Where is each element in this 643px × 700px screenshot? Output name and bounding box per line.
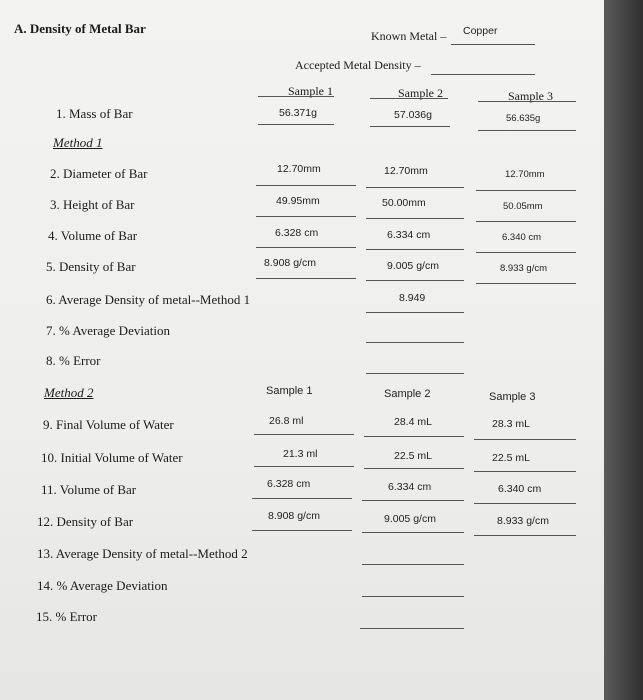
answer-line [256,216,356,217]
known-metal-label: Known Metal – [371,29,447,43]
mass-sample-2: 57.036g [394,109,432,121]
row-label-density-2: 12. Density of Bar [37,514,134,529]
answer-line [254,434,354,435]
row-label-mass: 1. Mass of Bar [56,106,133,121]
answer-line [256,247,356,248]
answer-line [366,312,464,313]
answer-line [254,466,354,467]
answer-line [366,280,464,281]
answer-line [370,126,450,127]
answer-line [258,124,334,125]
answer-line [366,187,464,188]
answer-line [364,468,464,469]
row-label-final-water: 9. Final Volume of Water [43,417,174,432]
answer-line [476,283,576,284]
height-sample-3: 50.05mm [503,201,543,212]
final-water-sample-1: 26.8 ml [269,415,304,427]
row-label-error-2: 15. % Error [36,609,98,624]
row-label-avg-density-1: 6. Average Density of metal--Method 1 [46,292,251,307]
row-label-diameter: 2. Diameter of Bar [50,166,148,181]
answer-line [362,596,464,597]
answer-line [252,530,352,531]
answer-line [474,439,576,440]
header-line-1 [258,96,334,97]
answer-line [476,190,576,191]
answer-line [364,436,464,437]
density2-sample-2: 9.005 g/cm [384,513,436,525]
header-line-2 [370,98,448,99]
row-label-avg-deviation-1: 7. % Average Deviation [46,323,170,338]
height-sample-2: 50.00mm [382,197,426,209]
answer-line [366,373,464,374]
answer-line [474,535,576,536]
answer-line [474,503,576,504]
diameter-sample-2: 12.70mm [384,165,428,177]
volume2-sample-1: 6.328 cm [267,478,311,490]
row-label-volume-2: 11. Volume of Bar [41,482,137,497]
answer-line [362,500,464,501]
answer-line [366,218,464,219]
method2-column-sample-1: Sample 1 [266,385,313,397]
answer-line [478,130,576,131]
initial-water-sample-2: 22.5 mL [394,450,432,462]
volume1-sample-2: 6.334 cm [387,229,431,241]
answer-line [362,532,464,533]
diameter-sample-3: 12.70mm [505,169,545,180]
answer-line [476,252,576,253]
section-title: A. Density of Metal Bar [14,21,146,36]
density2-sample-1: 8.908 g/cm [268,510,320,522]
answer-line [252,498,352,499]
height-sample-1: 49.95mm [276,195,320,207]
answer-line [362,564,464,565]
answer-line [256,278,356,279]
row-label-volume-1: 4. Volume of Bar [48,228,138,243]
volume2-sample-2: 6.334 cm [388,481,432,493]
known-metal-line [451,44,535,45]
density1-sample-1: 8.908 g/cm [264,257,316,269]
answer-line [366,249,464,250]
answer-line [256,185,356,186]
column-header-sample-1: Sample 1 [288,84,333,98]
volume1-sample-1: 6.328 cm [275,227,319,239]
density2-sample-3: 8.933 g/cm [497,515,549,527]
avg-density-1-value: 8.949 [399,292,426,304]
final-water-sample-3: 28.3 mL [492,418,530,430]
known-metal-value: Copper [463,25,498,37]
row-label-initial-water: 10. Initial Volume of Water [41,450,183,465]
density1-sample-3: 8.933 g/cm [500,263,547,274]
mass-sample-1: 56.371g [279,107,317,119]
initial-water-sample-1: 21.3 ml [283,448,318,460]
row-label-error-1: 8. % Error [46,353,101,368]
answer-line [476,221,576,222]
column-header-sample-3: Sample 3 [508,89,553,103]
answer-line [474,471,576,472]
method-1-heading: Method 1 [53,135,103,150]
density1-sample-2: 9.005 g/cm [387,260,439,272]
row-label-density-1: 5. Density of Bar [46,259,136,274]
answer-line [366,342,464,343]
answer-line [360,628,464,629]
accepted-density-line [431,74,535,75]
row-label-avg-deviation-2: 14. % Average Deviation [37,578,168,593]
accepted-density-label: Accepted Metal Density – [295,58,421,72]
column-header-sample-2: Sample 2 [398,86,443,100]
header-line-3 [478,101,576,102]
initial-water-sample-3: 22.5 mL [492,452,530,464]
method-2-heading: Method 2 [44,385,94,400]
mass-sample-3: 56.635g [506,113,541,124]
diameter-sample-1: 12.70mm [277,163,321,175]
row-label-avg-density-2: 13. Average Density of metal--Method 2 [37,546,248,561]
volume2-sample-3: 6.340 cm [498,483,542,495]
page-edge-shadow [604,0,643,700]
volume1-sample-3: 6.340 cm [502,232,542,243]
row-label-height: 3. Height of Bar [50,197,135,212]
method2-column-sample-2: Sample 2 [384,388,431,400]
method2-column-sample-3: Sample 3 [489,391,536,403]
final-water-sample-2: 28.4 mL [394,416,432,428]
